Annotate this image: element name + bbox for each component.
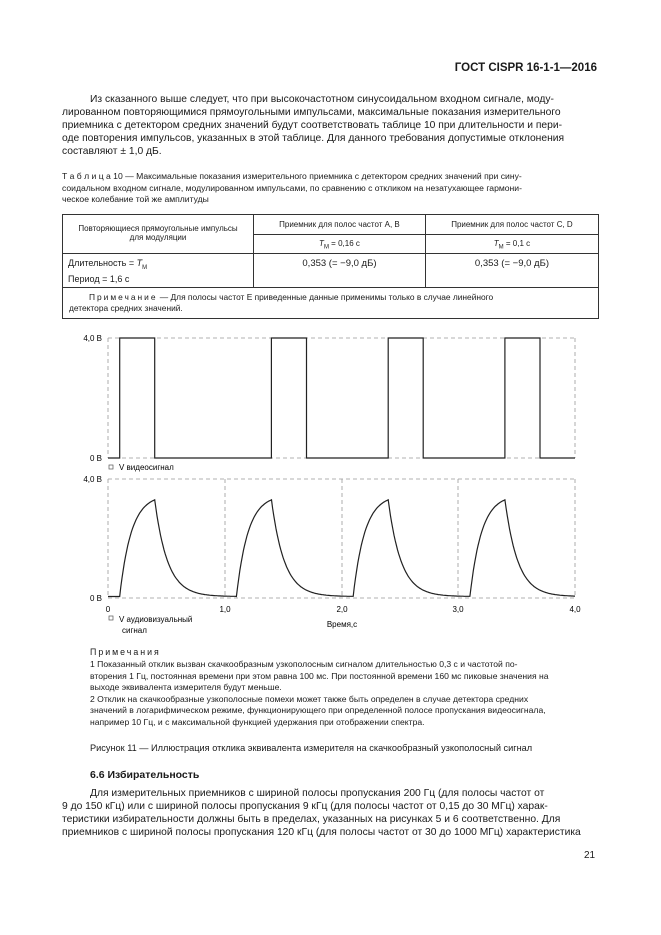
intro-line: составляют ± 1,0 дБ. — [62, 146, 162, 157]
col3-value: 0,353 (= −9,0 дБ) — [425, 254, 598, 288]
x-axis-label: Время,с — [326, 620, 358, 629]
intro-line: приемника с детектором средних значений будут соответствовать таблице 10 при длительности и пери- — [62, 120, 563, 131]
xtick-4: 4,0 — [569, 605, 581, 614]
tm-symbol: T — [136, 258, 143, 268]
audio-legend-label-2: сигнал — [122, 626, 147, 635]
body-paragraph — [62, 787, 597, 839]
col2-value: 0,353 (= −9,0 дБ) — [254, 254, 426, 288]
note-line: 2 Отклик на скачкообразные узкополосные помехи может также быть определен в случае детектора средних — [90, 693, 529, 704]
audio-legend-marker — [109, 616, 113, 620]
tm-sub: M — [142, 264, 148, 271]
intro-line: оде повторения импульсов, указанных в этой таблице. Для данного требования допустимые отклонения — [62, 133, 565, 144]
notes-title: Примечания — [90, 647, 161, 657]
tm-sub: M — [323, 244, 329, 251]
col2-tm-eq: = 0,16 с — [331, 239, 360, 248]
figure-caption: Рисунок 11 — Иллюстрация отклика эквивалента измерителя на скачкообразный узкополосный сигнал — [90, 743, 533, 753]
intro-line: лированном повторяющимися прямоугольными импульсами, максимальные показания измерительного — [62, 107, 561, 118]
table-caption-line: Т а б л и ц а 10 — Максимальные показания измерительного приемника с детектором средних значений при сину- — [62, 171, 522, 181]
row-label-line2: Период = 1,6 с — [68, 273, 130, 284]
notes-body — [90, 659, 598, 728]
figure-11 — [0, 325, 661, 645]
table-caption — [62, 171, 597, 206]
video-legend-marker — [109, 465, 113, 469]
body-line: теристики избирательности должны быть в пределах, указанных на рисунках 5 и 6 соответственно. Для — [62, 814, 561, 825]
video-chart — [83, 334, 575, 472]
note-line: вторения 1 Гц, постоянная времени при этом равна 100 мс. При постоянной времени 160 мс пиковые значения на — [90, 670, 549, 681]
table-note-word: Примечание — [89, 291, 158, 302]
table-caption-line: соидальном входном сигнале, модулированном импульсами, по сравнению с откликом на незатухающее гармони- — [62, 182, 522, 193]
body-line: 9 до 150 кГц) или с шириной полосы пропускания 9 кГц (для полосы частот от 0,15 до 30 МГц) харак- — [62, 801, 548, 812]
table-10 — [62, 214, 599, 319]
note-line: 1 Показанный отклик вызван скачкообразным узкополосным сигналом длительностью 0,3 с и частотой по- — [90, 659, 518, 669]
table-note-line2: детектора средних значений. — [69, 302, 183, 313]
audio-legend-label-1: V аудиовизуальный — [119, 615, 193, 624]
body-line: приемников с шириной полосы пропускания 120 кГц (для полосы частот от 30 до 1000 МГц) характеристика — [62, 827, 581, 838]
standard-header: ГОСТ CISPR 16-1-1—2016 — [454, 62, 597, 74]
intro-line: Из сказанного выше следует, что при высокочастотном синусоидальном входном сигнале, моду- — [90, 94, 554, 105]
table-note — [63, 287, 599, 318]
page-number: 21 — [584, 850, 596, 861]
note-line: например 10 Гц, и с максимальной функцией удержания при отображении спектра. — [90, 716, 425, 727]
audio-ytick-bottom: 0 В — [89, 594, 102, 603]
xtick-0: 0 — [105, 605, 111, 614]
col1-header — [63, 215, 254, 254]
xtick-1: 1,0 — [219, 605, 231, 614]
audio-ytick-top: 4,0 В — [83, 475, 102, 484]
note-line: выходе эквивалента измерителя будут меньше. — [90, 682, 282, 692]
xtick-3: 3,0 — [452, 605, 464, 614]
xtick-2: 2,0 — [336, 605, 348, 614]
note-line: значений в логарифмическом режиме, функционирующего при определенной полосе пропускания видеосигнала, — [90, 705, 546, 715]
table-caption-line: ческое колебание той же амплитуды — [62, 194, 209, 204]
video-ytick-bottom: 0 В — [89, 454, 102, 463]
col3-header: Приемник для полос частот С, D — [425, 215, 598, 235]
audio-chart — [83, 475, 581, 635]
col3-tm — [425, 235, 598, 254]
col2-tm — [254, 235, 426, 254]
audio-signal-line — [108, 500, 575, 597]
col2-header: Приемник для полос частот А, В — [254, 215, 426, 235]
section-title: 6.6 Избирательность — [90, 769, 200, 781]
body-line: Для измерительных приемников с шириной полосы пропускания 200 Гц (для полосы частот от — [90, 788, 545, 799]
video-signal-line — [108, 338, 575, 458]
row-label-line1: Длительность = — [68, 258, 135, 268]
tm-sub: M — [498, 244, 504, 251]
table-note-line1: — Для полосы частот Е приведенные данные применимы только в случае линейного — [157, 291, 494, 302]
col3-tm-eq: = 0,1 с — [505, 239, 531, 248]
intro-paragraph — [62, 93, 597, 158]
tm-symbol: T — [493, 239, 499, 248]
row-label — [63, 254, 254, 288]
col1-header-line: для модуляции — [129, 233, 187, 242]
video-legend-label: V видеосигнал — [119, 463, 174, 472]
tm-symbol: T — [319, 239, 324, 248]
col1-header-line: Повторяющиеся прямоугольные импульсы — [78, 224, 238, 233]
video-ytick-top: 4,0 В — [83, 334, 102, 343]
